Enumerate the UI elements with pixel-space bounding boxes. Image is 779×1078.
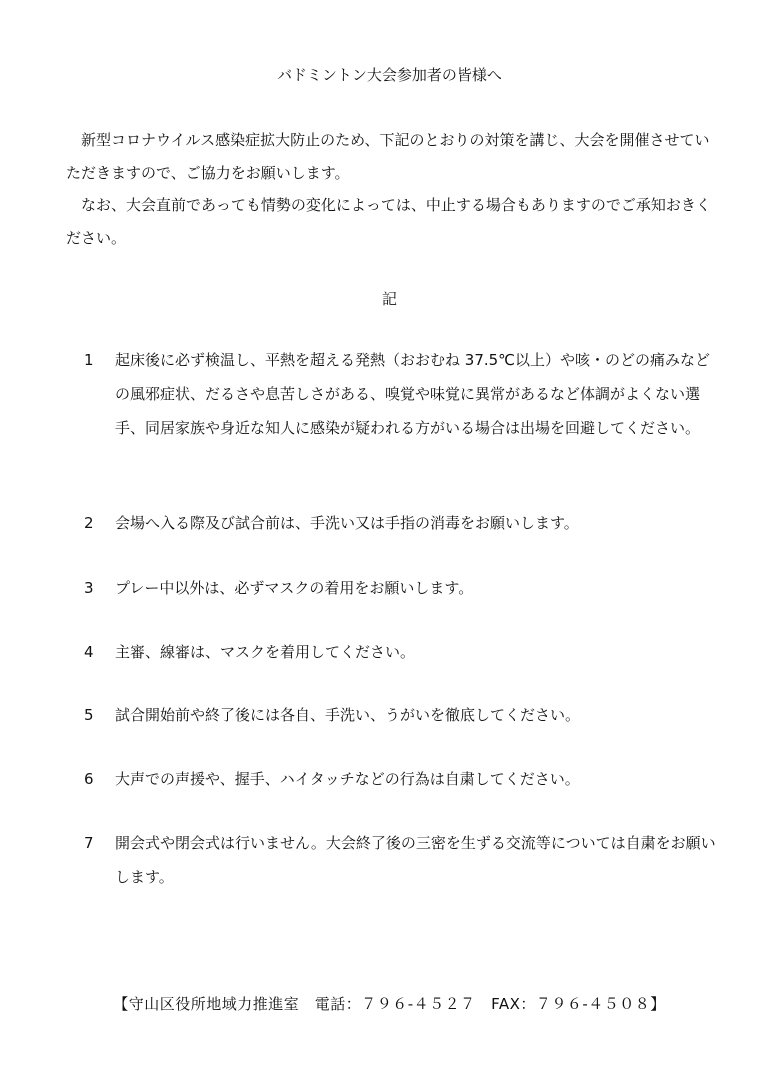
item-text: 開会式や閉会式は行いません。大会終了後の三密を生ずる交流等については自粛をお願いします。: [115, 834, 716, 886]
ki-heading: 記: [381, 290, 397, 308]
item-number: 2: [84, 514, 94, 532]
item-text: 主審、線審は、マスクを着用してください。: [115, 643, 416, 661]
document-title: バドミントン大会参加者の皆様へ: [277, 66, 502, 84]
item-number: 1: [84, 351, 94, 369]
list-item: [84, 762, 724, 796]
item-text: 大声での声援や、握手、ハイタッチなどの行為は自粛してください。: [115, 770, 580, 788]
item-text: プレー中以外は、必ずマスクの着用をお願いします。: [115, 579, 474, 597]
list-item: [84, 826, 724, 894]
list-item: [84, 698, 724, 732]
intro-paragraph-1: 新型コロナウイルス感染症拡大防止のため、下記のとおりの対策を講じ、大会を開催させていただきますので、ご協力をお願いします。: [66, 131, 710, 182]
intro-paragraph-2: なお、大会直前であっても情勢の変化によっては、中止する場合もありますのでご承知おきください。: [66, 196, 711, 247]
contact-footer: 【守山区役所地域力推進室 電話：７９６-４５２７ FAX：７９６-４５０８】: [113, 995, 666, 1013]
item-number: 7: [84, 834, 94, 852]
list-item: [84, 506, 724, 540]
list-item: [84, 571, 724, 605]
item-number: 4: [84, 643, 94, 661]
list-item: [84, 343, 724, 445]
item-number: 6: [84, 770, 94, 788]
list-item: [84, 635, 724, 669]
item-number: 3: [84, 579, 94, 597]
item-number: 5: [84, 706, 94, 724]
intro-section: [66, 124, 717, 254]
item-text: 会場へ入る際及び試合前は、手洗い又は手指の消毒をお願いします。: [115, 514, 579, 532]
item-text: 試合開始前や終了後には各自、手洗い、うがいを徹底してください。: [115, 706, 581, 724]
item-text: 起床後に必ず検温し、平熱を超える発熱（おおむね 37.5℃以上）や咳・のどの痛みなどの風邪症状、だるさや息苦しさがある、嗅覚や味覚に異常があるなど体調がよくない選手、同居家族や身近な知人に感染が疑われる方がいる場合は出場を回避してください。: [115, 351, 711, 437]
